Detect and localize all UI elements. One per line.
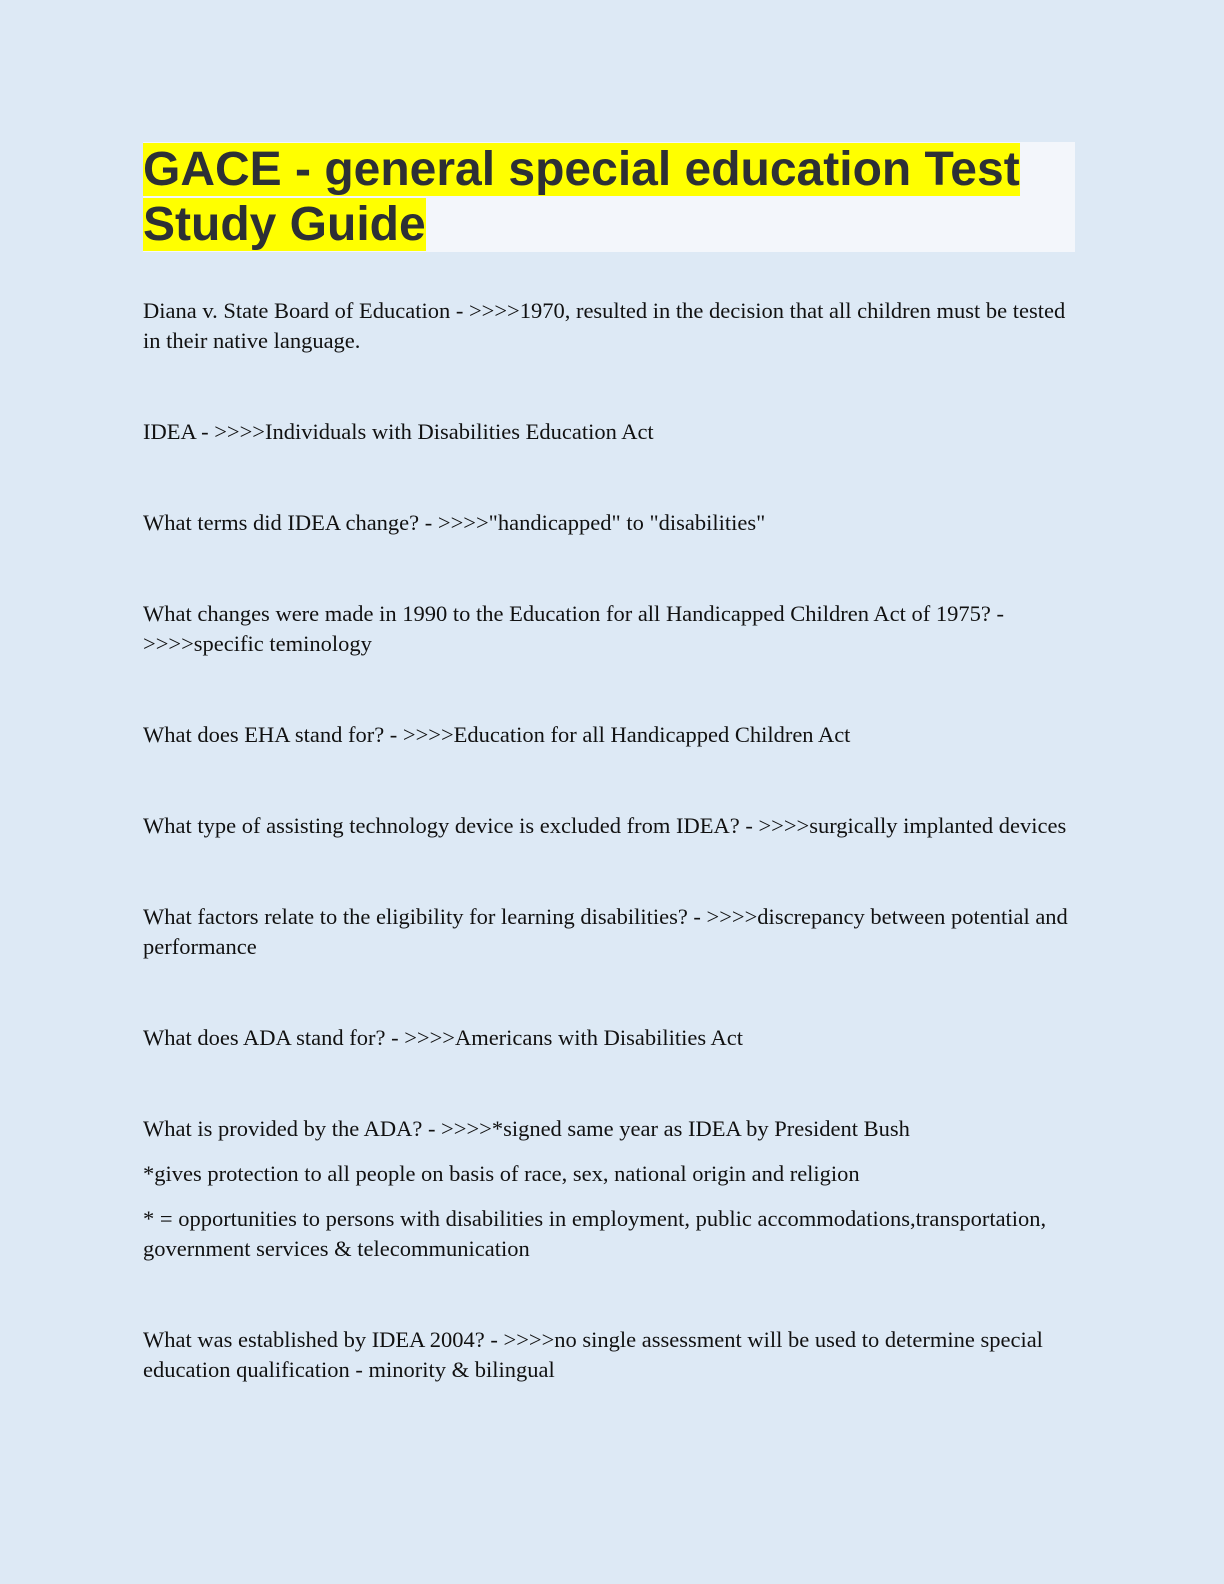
entry-item (143, 1114, 1075, 1264)
entry-item (143, 1023, 1075, 1053)
entry-paragraph: What factors relate to the eligibility for learning disabilities? - >>>>discrepancy between potential and performance (143, 904, 1068, 959)
document-page (143, 142, 1075, 1446)
entries-list (143, 296, 1075, 1385)
entry-paragraph: IDEA - >>>>Individuals with Disabilities Education Act (143, 419, 654, 444)
entry-paragraph: What does EHA stand for? - >>>>Education for all Handicapped Children Act (143, 722, 851, 747)
title-highlight: GACE - general special education Test Study Guide (143, 143, 1020, 251)
entry-item (143, 599, 1075, 659)
title-block (143, 142, 1075, 252)
entry-item (143, 720, 1075, 750)
entry-paragraph: * = opportunities to persons with disabilities in employment, public accommodations,transportation, government services & telecommunication (143, 1206, 1047, 1261)
entry-paragraph: What type of assisting technology device is excluded from IDEA? - >>>>surgically implanted devices (143, 813, 1067, 838)
entry-item (143, 417, 1075, 447)
entry-item (143, 508, 1075, 538)
entry-item (143, 296, 1075, 356)
entry-paragraph: What terms did IDEA change? - >>>>"handicapped" to "disabilities" (143, 510, 766, 535)
entry-item (143, 1325, 1075, 1385)
entry-paragraph: *gives protection to all people on basis of race, sex, national origin and religion (143, 1161, 860, 1186)
entry-paragraph: What does ADA stand for? - >>>>Americans with Disabilities Act (143, 1025, 744, 1050)
entry-paragraph: What changes were made in 1990 to the Education for all Handicapped Children Act of 1975? - >>>>specific teminology (143, 601, 1004, 656)
entry-paragraph: What is provided by the ADA? - >>>>*signed same year as IDEA by President Bush (143, 1116, 910, 1141)
entry-item (143, 902, 1075, 962)
entry-paragraph: What was established by IDEA 2004? - >>>>no single assessment will be used to determine special education qualification - minority & bilingual (143, 1327, 1043, 1382)
entry-item (143, 811, 1075, 841)
page-title (143, 142, 1075, 252)
entry-paragraph: Diana v. State Board of Education - >>>>1970, resulted in the decision that all children must be tested in their native language. (143, 298, 1066, 353)
